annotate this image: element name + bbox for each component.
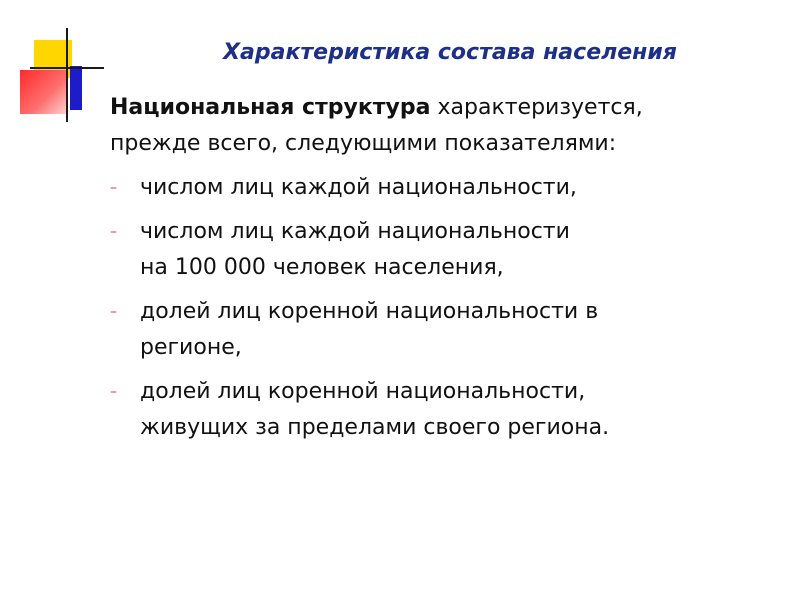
bullet-dash: – bbox=[110, 180, 117, 196]
vertical-line bbox=[66, 28, 68, 122]
red-square bbox=[20, 70, 66, 114]
bullet-dash: – bbox=[110, 384, 117, 400]
list-item bbox=[110, 294, 780, 366]
list-item bbox=[110, 374, 780, 446]
list-item-line: числом лиц каждой национальности, bbox=[140, 175, 577, 200]
intro-bold-term: Национальная структура bbox=[110, 95, 431, 120]
decorative-squares-logo bbox=[0, 0, 110, 130]
list-item-line: числом лиц каждой национальности bbox=[140, 219, 570, 244]
list-item bbox=[110, 214, 780, 286]
intro-line2: прежде всего, следующими показателями: bbox=[110, 131, 617, 156]
slide-content bbox=[110, 90, 780, 454]
indicator-list bbox=[110, 170, 780, 446]
list-item-line: долей лиц коренной национальности, bbox=[140, 379, 586, 404]
list-item bbox=[110, 170, 780, 206]
intro-paragraph bbox=[110, 90, 780, 162]
list-item-line: долей лиц коренной национальности в bbox=[140, 299, 599, 324]
horizontal-line bbox=[30, 67, 104, 69]
intro-line1-rest: характеризуется, bbox=[430, 95, 643, 120]
bullet-dash: – bbox=[110, 304, 117, 320]
list-item-line: живущих за пределами своего региона. bbox=[140, 415, 610, 440]
bullet-dash: – bbox=[110, 224, 117, 240]
list-item-line: на 100 000 человек населения, bbox=[140, 255, 504, 280]
slide-title: Характеристика состава населения bbox=[223, 40, 677, 65]
blue-bar bbox=[70, 66, 82, 110]
list-item-line: регионе, bbox=[140, 335, 242, 360]
